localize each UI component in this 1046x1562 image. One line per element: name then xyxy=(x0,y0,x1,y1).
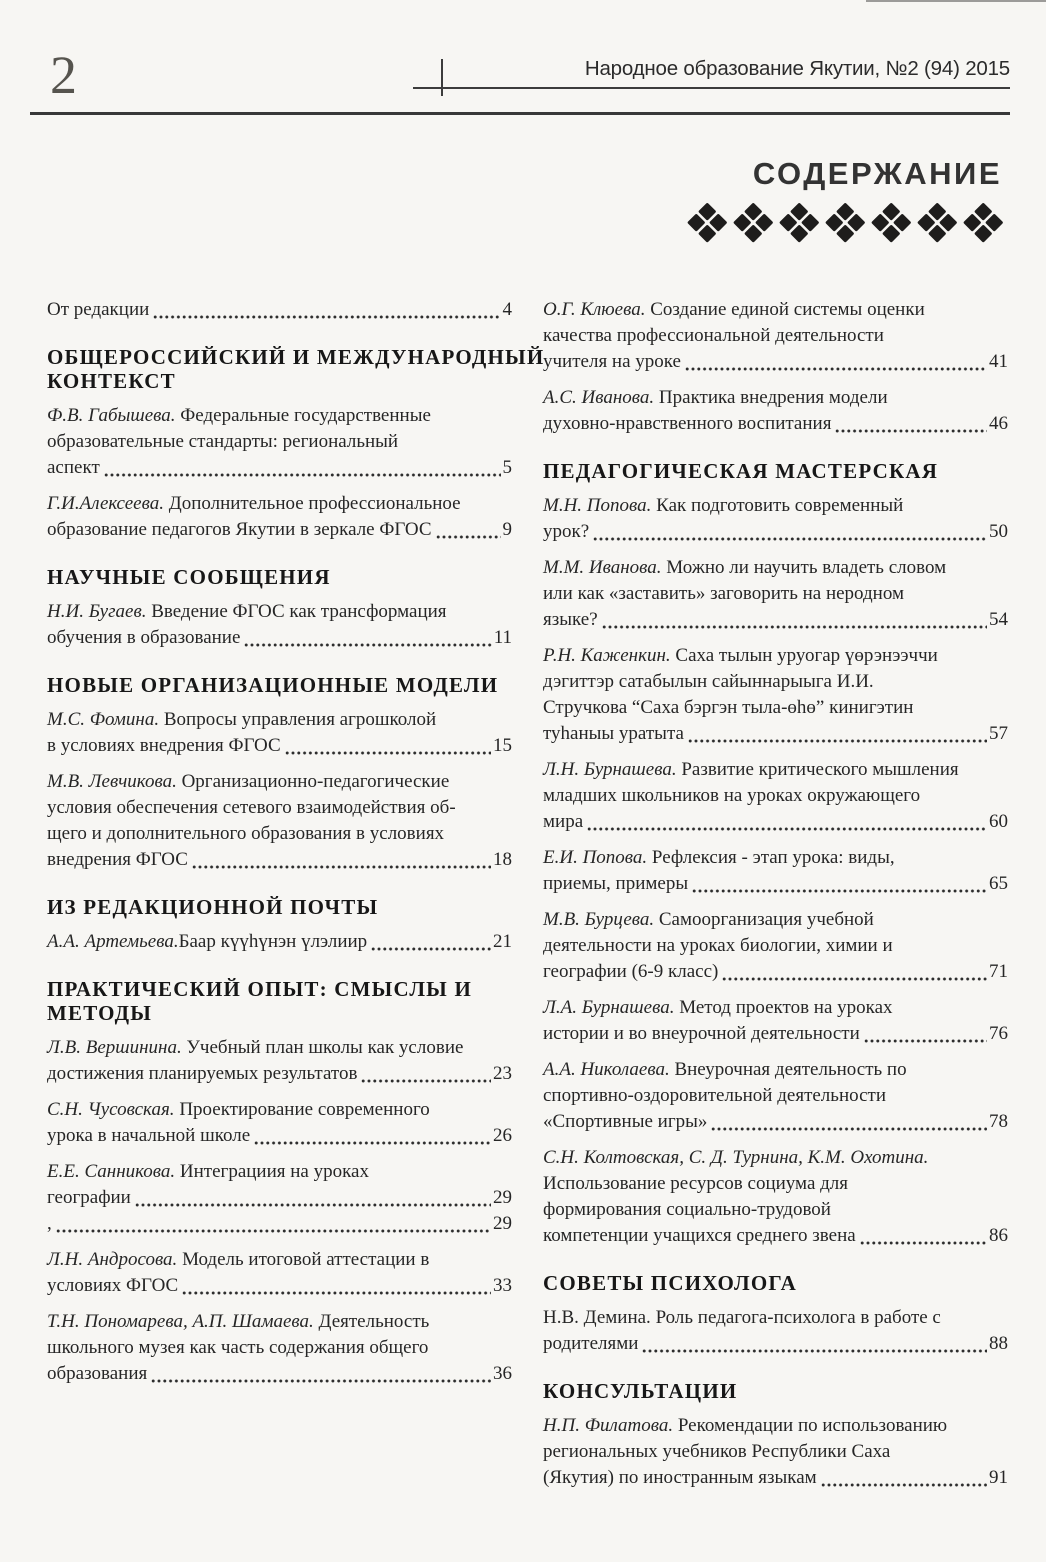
entry-line: Г.И.Алексеева. Дополнительное профессиональное xyxy=(47,493,461,514)
entry-last-line xyxy=(543,1021,1008,1047)
entry-line-text: мира xyxy=(543,811,584,832)
page-ref: 46 xyxy=(989,413,1008,434)
entry-last-line xyxy=(47,1273,512,1299)
section-heading xyxy=(543,459,1008,483)
journal-header: Народное образование Якутии, №2 (94) 2015 xyxy=(584,57,1010,80)
entry-line: Р.Н. Каженкин. Саха тылын уруогар үөрэнээччи xyxy=(543,645,938,666)
dot-leader xyxy=(642,1348,987,1354)
entry-line: Л.Н. Бурнашева. Развитие критического мышления xyxy=(543,759,959,780)
section-heading-line: ОБЩЕРОССИЙСКИЙ И МЕЖДУНАРОДНЫЙ xyxy=(47,345,545,369)
entry-last-line xyxy=(543,1331,1008,1357)
dot-leader xyxy=(192,864,491,870)
entry-line: региональных учебников Республики Саха xyxy=(543,1441,891,1462)
author-name: О.Г. Клюева. xyxy=(543,299,646,320)
diamond-cluster-icon xyxy=(734,203,772,241)
page-ref: 29 xyxy=(493,1187,512,1208)
entry-line: М.Н. Попова. Как подготовить современный xyxy=(543,495,904,516)
page-ref: 11 xyxy=(493,627,512,648)
toc-entry xyxy=(47,599,512,651)
entry-line: М.М. Иванова. Можно ли научить владеть словом xyxy=(543,557,947,578)
toc-entry xyxy=(543,297,1008,375)
page-ref: 76 xyxy=(989,1023,1008,1044)
dot-leader xyxy=(254,1140,491,1146)
dot-leader xyxy=(593,536,987,542)
page-ref: 29 xyxy=(493,1213,512,1234)
author-name: М.М. Иванова. xyxy=(543,557,662,578)
entry-line: дэгиттэр сатабылын сайыннарыыга И.И. xyxy=(543,671,874,692)
dot-leader xyxy=(688,738,987,744)
page-ref: 5 xyxy=(502,457,512,478)
dot-leader xyxy=(722,976,987,982)
entry-last-line xyxy=(543,721,1008,747)
entry-last-line xyxy=(47,1211,512,1237)
dot-leader xyxy=(371,946,491,952)
entry-last-line xyxy=(47,517,512,543)
author-name: М.С. Фомина. xyxy=(47,709,160,730)
page-ref: 50 xyxy=(989,521,1008,542)
entry-line: Н.В. Демина. Роль педагога-психолога в работе с xyxy=(543,1307,941,1328)
entry-line: Стручкова “Саха бэргэн тыла-өһө” кинигэтин xyxy=(543,697,914,718)
section-heading-line: СОВЕТЫ ПСИХОЛОГА xyxy=(543,1271,798,1295)
author-name: А.А. Николаева. xyxy=(543,1059,670,1080)
entry-line: младших школьников на уроках окружающего xyxy=(543,785,921,806)
entry-line: Н.П. Филатова. Рекомендации по использованию xyxy=(543,1415,948,1436)
toc-entry xyxy=(47,769,512,873)
entry-line: щего и дополнительного образования в условиях xyxy=(47,823,445,844)
entry-line: Е.Е. Санникова. Интеграциия на уроках xyxy=(47,1161,369,1182)
author-name: А.С. Иванова. xyxy=(543,387,655,408)
entry-line-text: приемы, примеры xyxy=(543,873,689,894)
entry-line: С.Н. Чусовская. Проектирование современного xyxy=(47,1099,430,1120)
entry-last-line xyxy=(47,1185,512,1211)
entry-line: А.С. Иванова. Практика внедрения модели xyxy=(543,387,888,408)
author-name: М.В. Бурцева. xyxy=(543,909,655,930)
author-name: Е.Е. Санникова. xyxy=(47,1161,176,1182)
entry-line: качества профессиональной деятельности xyxy=(543,325,884,346)
entry-line: М.С. Фомина. Вопросы управления агрошколой xyxy=(47,709,437,730)
entry-line-text: урок? xyxy=(543,521,590,542)
entry-last-line xyxy=(47,1123,512,1149)
toc-entry xyxy=(543,1145,1008,1249)
page-ref: 4 xyxy=(502,299,512,320)
section-heading-line: КОНТЕКСТ xyxy=(47,369,176,393)
entry-line: Ф.В. Габышева. Федеральные государственные xyxy=(47,405,431,426)
entry-last-line xyxy=(543,519,1008,545)
entry-line: образовательные стандарты: региональный xyxy=(47,431,399,452)
page-ref: 23 xyxy=(493,1063,512,1084)
section-heading-line: МЕТОДЫ xyxy=(47,1001,153,1025)
entry-line-text: языке? xyxy=(543,609,598,630)
entry-line-text: родителями xyxy=(543,1333,639,1354)
author-name: Р.Н. Каженкин. xyxy=(543,645,671,666)
toc-entry xyxy=(47,1309,512,1387)
entry-line-text: компетенции учащихся среднего звена xyxy=(543,1225,856,1246)
entry-last-line xyxy=(543,1109,1008,1135)
page-ref: 88 xyxy=(989,1333,1008,1354)
toc-entry xyxy=(543,757,1008,835)
toc-entry xyxy=(543,385,1008,437)
entry-line: Л.А. Бурнашева. Метод проектов на уроках xyxy=(543,997,893,1018)
toc-entry xyxy=(47,1211,512,1237)
toc-entry xyxy=(543,1413,1008,1491)
entry-last-line xyxy=(543,349,1008,375)
author-name: Л.Н. Андросова. xyxy=(47,1249,178,1270)
author-name: Л.В. Вершинина. xyxy=(47,1037,182,1058)
page-ref: 26 xyxy=(493,1125,512,1146)
entry-last-line xyxy=(47,929,512,955)
toc-entry xyxy=(543,493,1008,545)
page-ref: 57 xyxy=(989,723,1008,744)
entry-line-text: туһаныы уратыта xyxy=(543,723,684,744)
page-ref: 21 xyxy=(493,931,512,952)
entry-line-text: образование педагогов Якутии в зеркале ФГОС xyxy=(47,519,432,540)
entry-line: условия обеспечения сетевого взаимодействия об- xyxy=(47,797,456,818)
toc-entry xyxy=(47,297,512,323)
page-ref: 60 xyxy=(989,811,1008,832)
author-name: Г.И.Алексеева. xyxy=(47,493,164,514)
entry-line-text: географии (6-9 класс) xyxy=(543,961,719,982)
author-name: С.Н. Колтовская, С. Д. Турнина, К.М. Охотина. xyxy=(543,1147,929,1168)
entry-last-line xyxy=(47,733,512,759)
diamond-ornament-row xyxy=(688,203,1002,241)
entry-last-line xyxy=(543,871,1008,897)
section-heading-line: КОНСУЛЬТАЦИИ xyxy=(543,1379,738,1403)
toc-entry xyxy=(47,1159,512,1211)
section-heading-line: НОВЫЕ ОРГАНИЗАЦИОННЫЕ МОДЕЛИ xyxy=(47,673,499,697)
header-center-tick xyxy=(441,59,443,96)
section-heading xyxy=(543,1271,1008,1295)
author-name: Л.А. Бурнашева. xyxy=(543,997,675,1018)
toc-entry xyxy=(47,1035,512,1087)
dot-leader xyxy=(821,1482,987,1488)
entry-line-text: От редакции xyxy=(47,299,150,320)
page-number: 2 xyxy=(50,45,77,105)
entry-last-line xyxy=(543,959,1008,985)
header-underline xyxy=(413,87,1010,89)
diamond-cluster-icon xyxy=(964,203,1002,241)
entry-line: М.В. Левчикова. Организационно-педагогические xyxy=(47,771,450,792)
dot-leader xyxy=(104,472,501,478)
page-ref: 15 xyxy=(493,735,512,756)
diamond-cluster-icon xyxy=(688,203,726,241)
entry-line: деятельности на уроках биологии, химии и xyxy=(543,935,893,956)
entry-line: Т.Н. Пономарева, А.П. Шамаева. Деятельность xyxy=(47,1311,430,1332)
page-ref: 18 xyxy=(493,849,512,870)
entry-line: А.А. Николаева. Внеурочная деятельность по xyxy=(543,1059,907,1080)
entry-line: Н.И. Бугаев. Введение ФГОС как трансформация xyxy=(47,601,447,622)
entry-line: М.В. Бурцева. Самоорганизация учебной xyxy=(543,909,874,930)
page-ref: 9 xyxy=(502,519,512,540)
dot-leader xyxy=(151,1378,491,1384)
entry-line: Использование ресурсов социума для xyxy=(543,1173,849,1194)
dot-leader xyxy=(685,366,987,372)
toc-column-left xyxy=(47,297,545,1501)
page-ref: 86 xyxy=(989,1225,1008,1246)
author-name: Ф.В. Габышева. xyxy=(47,405,176,426)
entry-line-text: (Якутия) по иностранным языкам xyxy=(543,1467,817,1488)
author-name: С.Н. Чусовская. xyxy=(47,1099,175,1120)
dot-leader xyxy=(56,1228,491,1234)
entry-last-line xyxy=(47,847,512,873)
page-ref: 65 xyxy=(989,873,1008,894)
entry-line: формирования социально-трудовой xyxy=(543,1199,831,1220)
entry-line-text: обучения в образование xyxy=(47,627,241,648)
diamond-cluster-icon xyxy=(872,203,910,241)
entry-line-text: географии xyxy=(47,1187,131,1208)
entry-last-line xyxy=(543,1223,1008,1249)
entry-last-line xyxy=(543,1465,1008,1491)
section-heading xyxy=(47,895,512,919)
dot-leader xyxy=(864,1038,987,1044)
entry-last-line xyxy=(47,1061,512,1087)
author-name: Е.И. Попова. xyxy=(543,847,648,868)
author-name: Л.Н. Бурнашева. xyxy=(543,759,677,780)
diamond-cluster-icon xyxy=(918,203,956,241)
author-name: Н.И. Бугаев. xyxy=(47,601,147,622)
entry-line-text: образования xyxy=(47,1363,148,1384)
author-name: Н.П. Филатова. xyxy=(543,1415,674,1436)
toc-entry xyxy=(47,491,512,543)
toc-entry xyxy=(47,707,512,759)
entry-line: школьного музея как часть содержания общего xyxy=(47,1337,429,1358)
author-name: Н.В. Демина. xyxy=(543,1307,651,1328)
toc-entry xyxy=(47,403,512,481)
toc-columns xyxy=(47,297,1008,1501)
page-ref: 78 xyxy=(989,1111,1008,1132)
toc-entry xyxy=(543,995,1008,1047)
toc-entry xyxy=(543,845,1008,897)
dot-leader xyxy=(182,1290,491,1296)
entry-line: спортивно-оздоровительной деятельности xyxy=(543,1085,886,1106)
contents-title: СОДЕРЖАНИЕ xyxy=(752,156,1002,191)
section-heading-line: ПРАКТИЧЕСКИЙ ОПЫТ: СМЫСЛЫ И xyxy=(47,977,472,1001)
author-name: М.Н. Попова. xyxy=(543,495,652,516)
entry-line-text: , xyxy=(47,1213,52,1234)
entry-line: О.Г. Клюева. Создание единой системы оценки xyxy=(543,299,925,320)
entry-line-text: истории и во внеурочной деятельности xyxy=(543,1023,860,1044)
toc-entry xyxy=(543,1057,1008,1135)
author-name: А.А. Артемьева. xyxy=(47,931,179,952)
diamond-cluster-icon xyxy=(780,203,818,241)
toc-entry xyxy=(543,643,1008,747)
dot-leader xyxy=(361,1078,491,1084)
entry-line: Е.И. Попова. Рефлексия - этап урока: виды, xyxy=(543,847,895,868)
section-heading xyxy=(47,977,512,1025)
dot-leader xyxy=(153,314,500,320)
entry-line-text: Баар күүһүнэн үлэлиир xyxy=(178,931,368,952)
entry-last-line xyxy=(47,297,512,323)
dot-leader xyxy=(602,624,987,630)
entry-line-text: аспект xyxy=(47,457,100,478)
author-name: Т.Н. Пономарева, А.П. Шамаева. xyxy=(47,1311,314,1332)
entry-last-line xyxy=(543,411,1008,437)
page-ref: 91 xyxy=(989,1467,1008,1488)
dot-leader xyxy=(835,428,987,434)
dot-leader xyxy=(436,534,501,540)
entry-line-text: духовно-нравственного воспитания xyxy=(543,413,832,434)
section-heading-line: ПЕДАГОГИЧЕСКАЯ МАСТЕРСКАЯ xyxy=(543,459,939,483)
entry-last-line xyxy=(47,1361,512,1387)
author-name: М.В. Левчикова. xyxy=(47,771,177,792)
page-ref: 36 xyxy=(493,1363,512,1384)
scan-edge-artifact xyxy=(866,0,1046,2)
entry-last-line xyxy=(543,607,1008,633)
dot-leader xyxy=(711,1126,987,1132)
section-heading xyxy=(543,1379,1008,1403)
page-ref: 71 xyxy=(989,961,1008,982)
entry-last-line xyxy=(47,455,512,481)
entry-line-text: внедрения ФГОС xyxy=(47,849,188,870)
dot-leader xyxy=(244,642,491,648)
toc-entry xyxy=(543,1305,1008,1357)
dot-leader xyxy=(860,1240,987,1246)
toc-entry xyxy=(543,907,1008,985)
entry-line-text: урока в начальной школе xyxy=(47,1125,251,1146)
toc-column-right xyxy=(543,297,1008,1501)
diamond-cluster-icon xyxy=(826,203,864,241)
entry-line-text: условиях ФГОС xyxy=(47,1275,179,1296)
toc-entry xyxy=(47,1247,512,1299)
dot-leader xyxy=(587,826,987,832)
toc-entry xyxy=(543,555,1008,633)
section-heading-line: ИЗ РЕДАКЦИОННОЙ ПОЧТЫ xyxy=(47,895,379,919)
section-heading-line: НАУЧНЫЕ СООБЩЕНИЯ xyxy=(47,565,331,589)
dot-leader xyxy=(692,888,987,894)
section-heading xyxy=(47,673,512,697)
entry-line: Л.Н. Андросова. Модель итоговой аттестации в xyxy=(47,1249,430,1270)
entry-line xyxy=(543,1145,1008,1171)
page-ref: 41 xyxy=(989,351,1008,372)
section-heading xyxy=(47,345,545,393)
toc-entry xyxy=(47,1097,512,1149)
toc-entry xyxy=(47,929,512,955)
page-ref: 33 xyxy=(493,1275,512,1296)
entry-line: или как «заставить» заговорить на неродном xyxy=(543,583,905,604)
entry-line-text: в условиях внедрения ФГОС xyxy=(47,735,281,756)
page-ref: 54 xyxy=(989,609,1008,630)
entry-last-line xyxy=(47,625,512,651)
dot-leader xyxy=(285,750,491,756)
dot-leader xyxy=(135,1202,491,1208)
entry-line-text: достижения планируемых результатов xyxy=(47,1063,358,1084)
entry-last-line xyxy=(543,809,1008,835)
entry-line-text: учителя на уроке xyxy=(543,351,681,372)
section-heading xyxy=(47,565,512,589)
header-rule xyxy=(30,112,1010,115)
entry-line-text: «Спортивные игры» xyxy=(543,1111,708,1132)
entry-line: Л.В. Вершинина. Учебный план школы как условие xyxy=(47,1037,464,1058)
